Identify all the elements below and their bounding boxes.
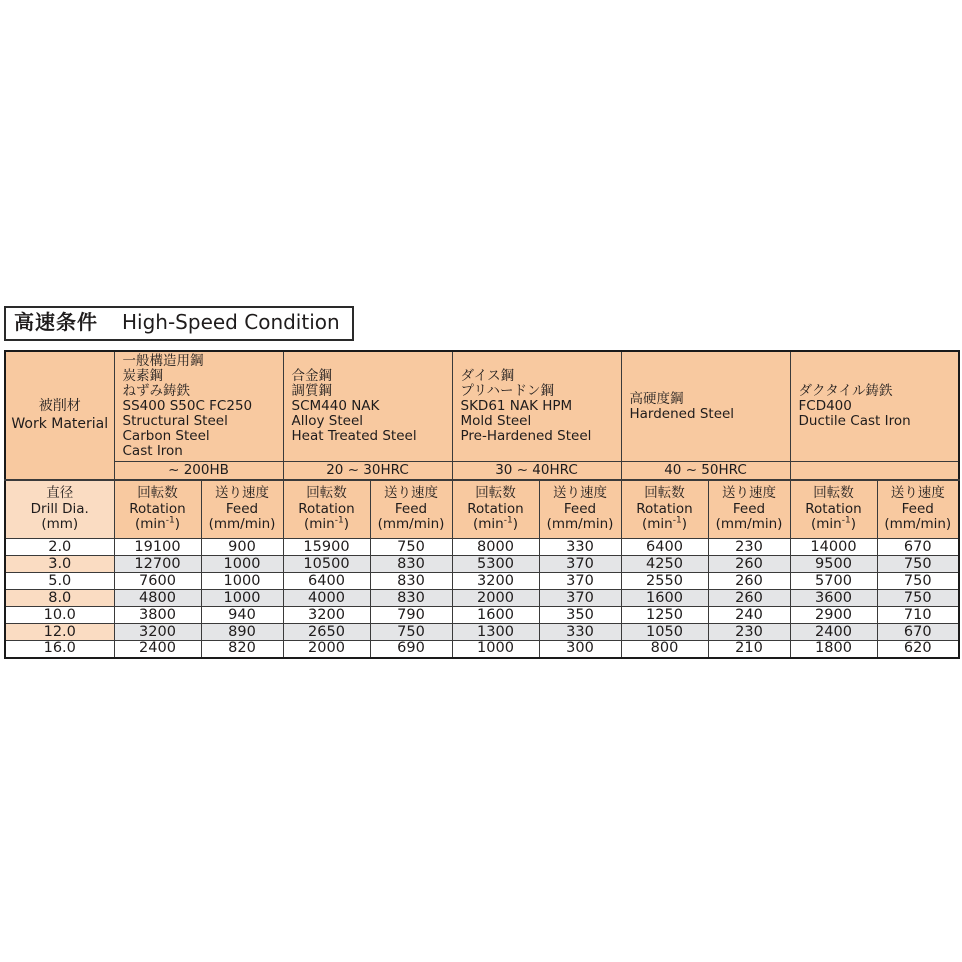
material-name-line: Alloy Steel <box>291 413 364 429</box>
material-name-line: 炭素鋼 <box>122 368 163 384</box>
feed-unit: (mm/min) <box>715 516 783 532</box>
feed-value: 370 <box>539 573 621 590</box>
material-header-cell <box>790 351 959 462</box>
feed-value: 830 <box>370 573 452 590</box>
rotation-value: 2000 <box>283 641 370 658</box>
material-name-line: Cast Iron <box>122 443 183 459</box>
feed-label-en: Feed <box>394 500 428 517</box>
rotation-value: 1300 <box>452 624 539 641</box>
table-row <box>5 624 959 641</box>
rotation-header-cell <box>790 480 877 539</box>
rotation-value: 5300 <box>452 556 539 573</box>
rotation-value: 2400 <box>790 624 877 641</box>
material-name-line: Hardened Steel <box>629 405 735 422</box>
drill-dia-value: 16.0 <box>5 641 114 658</box>
rotation-value: 12700 <box>114 556 201 573</box>
material-header-cell <box>621 351 790 462</box>
feed-unit: (mm/min) <box>377 516 445 532</box>
section-title <box>4 306 354 341</box>
work-material-header-cell <box>5 351 114 480</box>
rotation-value: 10500 <box>283 556 370 573</box>
work-material-label-en: Work Material <box>11 416 109 433</box>
feed-value: 330 <box>539 624 621 641</box>
rotation-header-cell <box>114 480 201 539</box>
table-row <box>5 556 959 573</box>
feed-value: 230 <box>708 539 790 556</box>
high-speed-condition-table <box>4 350 960 659</box>
rotation-label-en: Rotation <box>467 500 524 517</box>
feed-label-jp: 送り速度 <box>215 485 269 501</box>
material-name-line: SKD61 NAK HPM <box>460 398 573 414</box>
rotation-unit <box>453 517 539 533</box>
material-name-line: Ductile Cast Iron <box>798 413 911 429</box>
drill-dia-label-jp: 直径 <box>46 485 74 501</box>
rotation-unit-close: ) <box>512 516 518 532</box>
drill-dia-header-cell <box>5 480 114 539</box>
feed-label-jp: 送り速度 <box>384 485 438 501</box>
feed-unit: (mm/min) <box>546 516 614 532</box>
work-material-label-jp: 被削材 <box>38 398 81 415</box>
rotation-unit-close: ) <box>850 516 856 532</box>
rotation-unit-close: ) <box>174 516 180 532</box>
feed-value: 260 <box>708 556 790 573</box>
rotation-unit <box>622 517 708 533</box>
feed-value: 370 <box>539 590 621 607</box>
feed-label-en: Feed <box>563 500 597 517</box>
rotation-value: 6400 <box>283 573 370 590</box>
feed-value: 790 <box>370 607 452 624</box>
rotation-value: 1000 <box>452 641 539 658</box>
feed-value: 370 <box>539 556 621 573</box>
rotation-value: 4250 <box>621 556 708 573</box>
hardness-cell <box>790 462 959 480</box>
rotation-label-en: Rotation <box>636 500 693 517</box>
section-title-japanese: 高速条件 <box>14 310 98 334</box>
rotation-unit-close: ) <box>343 516 349 532</box>
rotation-label-jp: 回転数 <box>813 485 854 501</box>
feed-label-en: Feed <box>732 500 766 517</box>
drill-dia-value: 2.0 <box>5 539 114 556</box>
feed-label-jp: 送り速度 <box>722 485 776 501</box>
feed-value: 1000 <box>201 573 283 590</box>
feed-value: 260 <box>708 573 790 590</box>
rotation-label-en: Rotation <box>129 500 186 517</box>
feed-value: 890 <box>201 624 283 641</box>
rotation-unit-close: ) <box>681 516 687 532</box>
feed-label-en: Feed <box>225 500 259 517</box>
rotation-label-jp: 回転数 <box>475 485 516 501</box>
material-name-line: Carbon Steel <box>122 428 210 444</box>
rotation-value: 2900 <box>790 607 877 624</box>
hardness-cell: 40 ~ 50HRC <box>621 462 790 480</box>
rotation-value: 2550 <box>621 573 708 590</box>
material-name-line: FCD400 <box>798 398 852 414</box>
rotation-unit <box>284 517 370 533</box>
material-name-line: Mold Steel <box>460 413 532 429</box>
rotation-unit-open: (min <box>473 516 504 532</box>
rotation-value: 19100 <box>114 539 201 556</box>
hardness-row <box>5 462 959 480</box>
feed-unit: (mm/min) <box>884 516 952 532</box>
feed-value: 710 <box>877 607 959 624</box>
feed-label-jp: 送り速度 <box>890 485 945 501</box>
rotation-value: 2650 <box>283 624 370 641</box>
feed-value: 330 <box>539 539 621 556</box>
rotation-value: 3200 <box>114 624 201 641</box>
rotation-header-cell <box>283 480 370 539</box>
table-row <box>5 641 959 658</box>
rotation-value: 1050 <box>621 624 708 641</box>
drill-dia-value: 12.0 <box>5 624 114 641</box>
feed-value: 750 <box>370 539 452 556</box>
material-name-line: Structural Steel <box>122 413 228 429</box>
drill-dia-value: 3.0 <box>5 556 114 573</box>
rotation-value: 3200 <box>283 607 370 624</box>
rotation-value: 3600 <box>790 590 877 607</box>
rotation-value: 3200 <box>452 573 539 590</box>
rotation-unit <box>115 517 201 533</box>
material-name-line: 一般構造用鋼 <box>122 353 204 369</box>
table-row <box>5 573 959 590</box>
rotation-unit-exponent: -1 <box>165 515 175 526</box>
rotation-label-jp: 回転数 <box>644 485 685 501</box>
rotation-value: 2400 <box>114 641 201 658</box>
material-header-cell <box>283 351 452 462</box>
feed-unit: (mm/min) <box>208 516 276 532</box>
rotation-unit-exponent: -1 <box>334 515 344 526</box>
material-name-line: ダクタイル鋳鉄 <box>798 383 893 399</box>
drill-dia-value: 10.0 <box>5 607 114 624</box>
hardness-cell: 20 ~ 30HRC <box>283 462 452 480</box>
table-body <box>5 351 959 658</box>
rotation-value: 4800 <box>114 590 201 607</box>
rotation-unit-exponent: -1 <box>672 515 682 526</box>
feed-value: 830 <box>370 556 452 573</box>
feed-label-jp: 送り速度 <box>553 485 607 501</box>
rotation-value: 15900 <box>283 539 370 556</box>
rotation-unit-open: (min <box>811 516 842 532</box>
material-name-line: SS400 S50C FC250 <box>122 398 253 414</box>
feed-value: 940 <box>201 607 283 624</box>
drill-dia-value: 5.0 <box>5 573 114 590</box>
rotation-value: 1800 <box>790 641 877 658</box>
material-name-line: ダイス鋼 <box>460 368 515 384</box>
rotation-value: 6400 <box>621 539 708 556</box>
feed-value: 240 <box>708 607 790 624</box>
feed-value: 750 <box>877 556 959 573</box>
material-header-cell <box>114 351 283 462</box>
material-row <box>5 351 959 462</box>
rotation-label-en: Rotation <box>805 500 862 517</box>
feed-header-cell <box>539 480 621 539</box>
hardness-cell: ~ 200HB <box>114 462 283 480</box>
feed-header-cell <box>877 480 959 539</box>
feed-header-cell <box>370 480 452 539</box>
rotation-unit-exponent: -1 <box>503 515 513 526</box>
drill-dia-unit: (mm) <box>41 516 79 532</box>
rotation-header-cell <box>621 480 708 539</box>
table-row <box>5 607 959 624</box>
rotation-value: 4000 <box>283 590 370 607</box>
rotation-value: 5700 <box>790 573 877 590</box>
feed-value: 230 <box>708 624 790 641</box>
rotation-value: 14000 <box>790 539 877 556</box>
rotation-value: 800 <box>621 641 708 658</box>
rotation-header-cell <box>452 480 539 539</box>
rotation-value: 9500 <box>790 556 877 573</box>
rotation-value: 1250 <box>621 607 708 624</box>
feed-value: 750 <box>877 573 959 590</box>
material-header-cell <box>452 351 621 462</box>
rotation-value: 2000 <box>452 590 539 607</box>
column-header-row <box>5 480 959 539</box>
rotation-value: 1600 <box>621 590 708 607</box>
rotation-value: 1600 <box>452 607 539 624</box>
feed-value: 900 <box>201 539 283 556</box>
feed-value: 350 <box>539 607 621 624</box>
rotation-unit-open: (min <box>304 516 335 532</box>
material-name-line: Pre-Hardened Steel <box>460 428 592 444</box>
feed-label-en: Feed <box>901 500 934 517</box>
rotation-unit-open: (min <box>642 516 673 532</box>
feed-value: 670 <box>877 539 959 556</box>
material-name-line: ねずみ鋳鉄 <box>122 383 190 399</box>
hardness-cell: 30 ~ 40HRC <box>452 462 621 480</box>
rotation-label-en: Rotation <box>298 500 355 517</box>
drill-dia-label-en: Drill Dia. <box>30 500 89 517</box>
table-row <box>5 590 959 607</box>
feed-value: 820 <box>201 641 283 658</box>
feed-value: 1000 <box>201 590 283 607</box>
rotation-unit-open: (min <box>135 516 166 532</box>
material-name-line: 調質鋼 <box>291 383 332 399</box>
feed-value: 750 <box>370 624 452 641</box>
feed-value: 670 <box>877 624 959 641</box>
drill-dia-value: 8.0 <box>5 590 114 607</box>
rotation-label-jp: 回転数 <box>306 485 347 501</box>
feed-header-cell <box>708 480 790 539</box>
rotation-label-jp: 回転数 <box>137 485 178 501</box>
feed-value: 830 <box>370 590 452 607</box>
rotation-value: 8000 <box>452 539 539 556</box>
feed-value: 210 <box>708 641 790 658</box>
feed-value: 1000 <box>201 556 283 573</box>
material-name-line: SCM440 NAK <box>291 398 380 414</box>
catalog-section <box>4 306 958 659</box>
material-name-line: プリハードン鋼 <box>460 383 555 399</box>
feed-value: 750 <box>877 590 959 607</box>
feed-header-cell <box>201 480 283 539</box>
section-title-english: High-Speed Condition <box>122 310 340 334</box>
feed-value: 260 <box>708 590 790 607</box>
material-name-line: 合金鋼 <box>291 368 332 384</box>
rotation-value: 7600 <box>114 573 201 590</box>
material-name-line: 高硬度鋼 <box>629 390 684 407</box>
feed-value: 620 <box>877 641 959 658</box>
material-name-line: Heat Treated Steel <box>291 428 417 444</box>
rotation-unit-exponent: -1 <box>841 515 851 526</box>
feed-value: 300 <box>539 641 621 658</box>
table-row <box>5 539 959 556</box>
rotation-value: 3800 <box>114 607 201 624</box>
rotation-unit <box>791 517 877 533</box>
feed-value: 690 <box>370 641 452 658</box>
